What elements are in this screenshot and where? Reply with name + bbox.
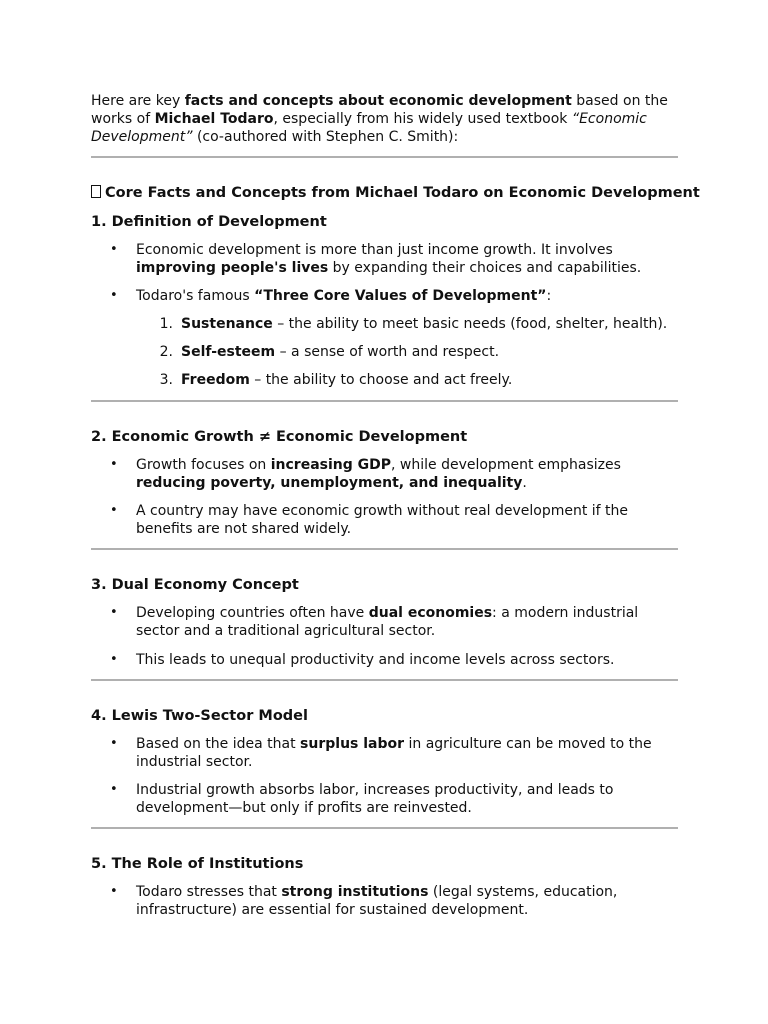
bullet-marker: • bbox=[110, 782, 118, 797]
list-item: Based on the idea that surplus labor in agriculture can be moved to the industrial sector. bbox=[136, 736, 652, 770]
bullet-marker: • bbox=[110, 503, 118, 518]
divider bbox=[91, 156, 678, 158]
list-item: Economic development is more than just income growth. It involves improving people's lives by expanding their choices and capabilities. bbox=[136, 242, 642, 276]
numbered-item: Freedom – the ability to choose and act freely. bbox=[181, 372, 513, 388]
divider bbox=[91, 679, 678, 681]
list-number: 3. bbox=[159, 372, 173, 388]
bullet-marker: • bbox=[110, 736, 118, 751]
list-item: Developing countries often have dual economies: a modern industrial sector and a traditional agricultural sector. bbox=[136, 605, 639, 639]
section-heading: 4. Lewis Two-Sector Model bbox=[91, 708, 308, 724]
numbered-item: Self-esteem – a sense of worth and respect. bbox=[181, 344, 500, 360]
missing-glyph-icon bbox=[91, 185, 101, 198]
section-heading: 1. Definition of Development bbox=[91, 214, 327, 230]
list-item: Todaro stresses that strong institutions (legal systems, education, infrastructure) are essential for sustained development. bbox=[136, 884, 618, 918]
bullet-marker: • bbox=[110, 242, 118, 257]
list-item: Industrial growth absorbs labor, increases productivity, and leads to development—but only if profits are reinvested. bbox=[136, 782, 614, 816]
section-heading: 5. The Role of Institutions bbox=[91, 856, 304, 872]
divider bbox=[91, 400, 678, 402]
intro-paragraph: Here are key facts and concepts about economic development based on the works of Michael Todaro, especially from his widely used textbook “Economic Development” (co-authored with Stephen C. Smith): bbox=[91, 93, 668, 145]
list-item: A country may have economic growth without real development if the benefits are not shared widely. bbox=[136, 503, 629, 537]
divider bbox=[91, 548, 678, 550]
section-heading: 2. Economic Growth ≠ Economic Development bbox=[91, 429, 468, 445]
divider bbox=[91, 827, 678, 829]
bullet-marker: • bbox=[110, 288, 118, 303]
list-item: Todaro's famous “Three Core Values of Development”: bbox=[136, 288, 552, 304]
numbered-item: Sustenance – the ability to meet basic needs (food, shelter, health). bbox=[181, 316, 668, 332]
bullet-marker: • bbox=[110, 884, 118, 899]
list-item: Growth focuses on increasing GDP, while development emphasizes reducing poverty, unemployment, and inequality. bbox=[136, 457, 621, 491]
bullet-marker: • bbox=[110, 605, 118, 620]
list-number: 1. bbox=[159, 316, 173, 332]
bullet-marker: • bbox=[110, 652, 118, 667]
bullet-marker: • bbox=[110, 457, 118, 472]
section-heading: 3. Dual Economy Concept bbox=[91, 577, 299, 593]
list-item: This leads to unequal productivity and income levels across sectors. bbox=[136, 652, 615, 668]
list-number: 2. bbox=[159, 344, 173, 360]
main-heading: Core Facts and Concepts from Michael Todaro on Economic Development bbox=[91, 184, 679, 202]
